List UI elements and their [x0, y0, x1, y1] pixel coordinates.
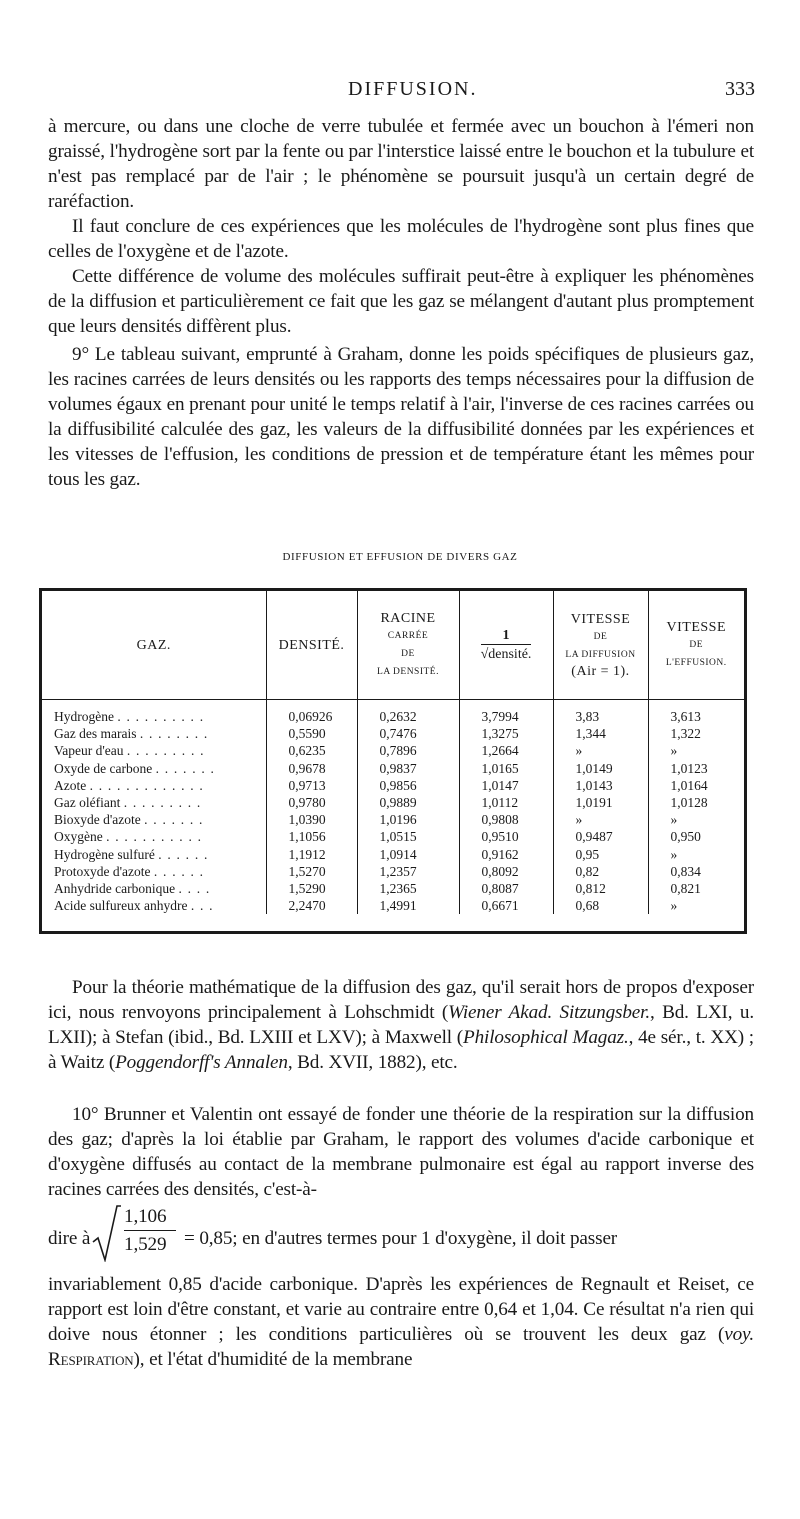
- table-row: [42, 880, 744, 897]
- paragraph-1: [48, 114, 754, 214]
- cell-inverse: 1,3275: [459, 725, 553, 742]
- paragraph-1-text: à mercure, ou dans une cloche de verre tubulée et fermée avec un bouchon à l'émeri non graissé, l'hydrogène sort par la fente ou par l'interstice laissé entre le bouchon et la tubulure et n'est pas remplacé par de l'air ; le phénomène se poursuit jusqu'à un certain degré de raréfaction.: [48, 116, 754, 212]
- cell-vdiff: 1,0143: [553, 777, 648, 794]
- paragraph-2-text: Il faut conclure de ces expériences que les molécules de l'hydrogène sont plus fines que celles de l'oxygène et de l'azote.: [48, 216, 754, 262]
- header-inverse: [459, 591, 553, 700]
- cell-vdiff: 1,344: [553, 725, 648, 742]
- cell-racine: 1,0914: [357, 846, 459, 863]
- inverse-fraction: $\frac{1}{\text{√densité.}}$: [480, 628, 532, 662]
- cell-vdiff: 3,83: [553, 700, 648, 726]
- cell-inverse: 0,8087: [459, 880, 553, 897]
- table-header-row: [42, 591, 744, 700]
- cell-racine: 1,4991: [357, 897, 459, 914]
- cell-veff: 1,0123: [648, 760, 744, 777]
- cell-gaz: [42, 760, 266, 777]
- page-number: 333: [725, 78, 755, 100]
- cell-veff: 1,322: [648, 725, 744, 742]
- table-row: [42, 725, 744, 742]
- cell-racine: 1,0515: [357, 828, 459, 845]
- cell-gaz: [42, 897, 266, 914]
- cell-vdiff: 0,82: [553, 863, 648, 880]
- cell-racine: 0,9856: [357, 777, 459, 794]
- cell-densite: 0,9713: [266, 777, 357, 794]
- cell-densite: 1,5290: [266, 880, 357, 897]
- cell-racine: 1,0196: [357, 811, 459, 828]
- cell-inverse: 0,8092: [459, 863, 553, 880]
- cell-gaz: [42, 742, 266, 759]
- table-row: [42, 828, 744, 845]
- cell-vdiff: 0,68: [553, 897, 648, 914]
- table-body: [42, 700, 744, 915]
- table-row: [42, 863, 744, 880]
- gas-data-table: [42, 591, 744, 914]
- table-title: DIFFUSION ET EFFUSION DE DIVERS GAZ: [282, 551, 518, 563]
- cell-inverse: 0,9808: [459, 811, 553, 828]
- leader-dots: . . . . . . . .: [139, 726, 209, 742]
- cell-vdiff: 0,95: [553, 846, 648, 863]
- header-densite: DENSITÉ.: [266, 591, 357, 700]
- cell-racine: 0,7896: [357, 742, 459, 759]
- gas-name: Oxygène: [54, 829, 103, 845]
- gas-name: Acide sulfureux anhydre: [54, 898, 188, 914]
- cell-inverse: 1,0147: [459, 777, 553, 794]
- cell-gaz: [42, 828, 266, 845]
- paragraph-6-text: 10° Brunner et Valentin ont essayé de fonder une théorie de la respiration sur la diffusion des gaz; d'après la loi établie par Graham, le rapport des volumes d'acide carbonique et d'oxygène diffusés au contact de la membrane pulmonaire est égal au rapport inverse des racines carrées des densités, c'est-à-: [48, 1104, 754, 1200]
- cell-veff: »: [648, 742, 744, 759]
- cell-veff: »: [648, 897, 744, 914]
- header-vitesse-effusion: VITESSE DE L'EFFUSION.: [648, 591, 744, 700]
- leader-dots: . . . . . . . . . . . . .: [89, 777, 204, 793]
- cell-inverse: 0,6671: [459, 897, 553, 914]
- cell-veff: 0,950: [648, 828, 744, 845]
- gas-name: Anhydride carbonique: [54, 881, 176, 897]
- cell-racine: 0,9837: [357, 760, 459, 777]
- cell-veff: »: [648, 811, 744, 828]
- cell-veff: 0,821: [648, 880, 744, 897]
- gas-name: Hydrogène: [54, 709, 114, 724]
- leader-dots: . . . . . . . . .: [123, 795, 202, 811]
- reference-wiener: Wiener Akad. Sitzungsber.: [448, 1002, 650, 1023]
- cell-densite: 2,2470: [266, 897, 357, 914]
- header-vitesse-diffusion: VITESSE DE LA DIFFUSION (Air = 1).: [553, 591, 648, 700]
- reference-philosophical-magazine: Philosophical Magaz.: [463, 1027, 629, 1048]
- gas-name: Vapeur d'eau: [54, 743, 124, 759]
- cell-veff: 1,0164: [648, 777, 744, 794]
- cell-racine: 0,9889: [357, 794, 459, 811]
- table-row: [42, 897, 744, 914]
- cell-veff: 0,834: [648, 863, 744, 880]
- cell-densite: 1,1056: [266, 828, 357, 845]
- cell-inverse: 1,0112: [459, 794, 553, 811]
- gas-name: Gaz des marais: [54, 726, 137, 742]
- square-root-formula: [48, 1202, 754, 1268]
- cell-densite: 0,06926: [266, 700, 357, 726]
- cell-densite: 0,9780: [266, 794, 357, 811]
- gas-name: Oxyde de carbone: [54, 760, 153, 776]
- leader-dots: . . . . . . .: [144, 812, 204, 828]
- leader-dots: . . . .: [178, 881, 211, 897]
- cell-veff: »: [648, 846, 744, 863]
- formula-tail: = 0,85; en d'autres termes pour 1 d'oxygène, il doit passer: [184, 1228, 618, 1249]
- cell-gaz: [42, 700, 266, 726]
- cell-veff: 1,0128: [648, 794, 744, 811]
- fraction-numerator: 1,106: [124, 1204, 176, 1231]
- cell-densite: 1,1912: [266, 846, 357, 863]
- paragraph-3: [48, 264, 754, 339]
- cell-vdiff: »: [553, 742, 648, 759]
- cell-densite: 0,6235: [266, 742, 357, 759]
- paragraph-5-text: Pour la théorie mathématique de la diffusion des gaz, qu'il serait hors de propos d'exposer ici, nous renvoyons principalement à Lohschmidt (Wiener Akad. Sitzungsber., Bd. LXI, u. LXII); à Stefan (ibid., Bd. LXIII et LXV); à Maxwell (Philosophical Magaz., 4e sér., t. XX) ; à Waitz (Poggendorff's Annalen, Bd. XVII, 1882), etc.: [48, 977, 754, 1073]
- leader-dots: . . . . . . . . .: [126, 743, 205, 759]
- cell-inverse: 3,7994: [459, 700, 553, 726]
- reference-poggendorff: Poggendorff's Annalen: [115, 1052, 288, 1073]
- cell-densite: 0,5590: [266, 725, 357, 742]
- gas-table: [39, 588, 747, 934]
- cell-densite: 0,9678: [266, 760, 357, 777]
- paragraph-5: [48, 975, 754, 1075]
- cell-gaz: [42, 863, 266, 880]
- table-row: [42, 700, 744, 726]
- cell-gaz: [42, 846, 266, 863]
- running-title: DIFFUSION.: [348, 78, 478, 100]
- gas-name: Hydrogène sulfuré: [54, 846, 155, 862]
- table-row: [42, 846, 744, 863]
- paragraph-7-text: invariablement 0,85 d'acide carbonique. D'après les expériences de Regnault et Reiset, ce rapport est loin d'être constant, et varie au contraire entre 0,64 et 1,04. Ce résultat n'a rien qui doive nous étonner ; les conditions particulières où se trouvent les deux gaz (voy. Respiration), et l'état d'humidité de la membrane: [48, 1274, 754, 1370]
- table-row: [42, 811, 744, 828]
- cell-gaz: [42, 880, 266, 897]
- table-row: [42, 794, 744, 811]
- cell-inverse: 0,9510: [459, 828, 553, 845]
- cell-gaz: [42, 811, 266, 828]
- radical-sign: [91, 1204, 121, 1262]
- formula-lead: dire à: [48, 1228, 91, 1249]
- cell-vdiff: 0,812: [553, 880, 648, 897]
- cross-reference-respiration: Respiration: [48, 1349, 134, 1370]
- header-racine: RACINE CARRÉE DE LA DENSITÉ.: [357, 591, 459, 700]
- table-row: [42, 742, 744, 759]
- leader-dots: . . . . . . . . . .: [117, 709, 205, 724]
- cell-gaz: [42, 777, 266, 794]
- cell-racine: 0,2632: [357, 700, 459, 726]
- gas-name: Gaz oléfiant: [54, 795, 121, 811]
- cell-racine: 0,7476: [357, 725, 459, 742]
- cell-vdiff: 1,0149: [553, 760, 648, 777]
- cell-densite: 1,0390: [266, 811, 357, 828]
- paragraph-3-text: Cette différence de volume des molécules suffirait peut-être à expliquer les phénomènes de la diffusion et particulièrement ce fait que les gaz se mélangent d'autant plus promptement que leurs densités diffèrent plus.: [48, 266, 754, 337]
- gas-name: Protoxyde d'azote: [54, 863, 151, 879]
- running-head: [0, 78, 800, 104]
- voy-abbreviation: voy.: [724, 1324, 754, 1345]
- cell-vdiff: »: [553, 811, 648, 828]
- paragraph-4: [48, 342, 754, 492]
- header-gaz: GAZ.: [42, 591, 266, 700]
- leader-dots: . . . . . . . . . . .: [106, 829, 203, 845]
- table-row: [42, 760, 744, 777]
- leader-dots: . . .: [190, 898, 214, 914]
- cell-racine: 1,2365: [357, 880, 459, 897]
- table-row: [42, 777, 744, 794]
- cell-inverse: 1,2664: [459, 742, 553, 759]
- leader-dots: . . . . . . .: [155, 760, 216, 776]
- cell-inverse: 1,0165: [459, 760, 553, 777]
- cell-gaz: [42, 794, 266, 811]
- cell-racine: 1,2357: [357, 863, 459, 880]
- leader-dots: . . . . . .: [153, 863, 205, 879]
- leader-dots: . . . . . .: [158, 846, 209, 862]
- cell-vdiff: 0,9487: [553, 828, 648, 845]
- cell-vdiff: 1,0191: [553, 794, 648, 811]
- cell-gaz: [42, 725, 266, 742]
- paragraph-7: [48, 1272, 754, 1372]
- gas-name: Bioxyde d'azote: [54, 812, 141, 828]
- paragraph-6: [48, 1102, 754, 1268]
- cell-veff: 3,613: [648, 700, 744, 726]
- fraction-denominator: 1,529: [124, 1234, 167, 1255]
- density-fraction: [124, 1204, 176, 1259]
- cell-densite: 1,5270: [266, 863, 357, 880]
- paragraph-2: [48, 214, 754, 264]
- paragraph-4-text: 9° Le tableau suivant, emprunté à Graham, donne les poids spécifiques de plusieurs gaz, les racines carrées de leurs densités ou les rapports des temps nécessaires pour la diffusion de volumes égaux en prenant pour unité le temps relatif à l'air, l'inverse de ces racines carrées ou la diffusibilité calculée des gaz, les valeurs de la diffusibilité données par les expériences et les vitesses de l'effusion, les conditions de pression et de température étant les mêmes pour tous les gaz.: [48, 344, 754, 490]
- gas-name: Azote: [54, 777, 87, 793]
- cell-inverse: 0,9162: [459, 846, 553, 863]
